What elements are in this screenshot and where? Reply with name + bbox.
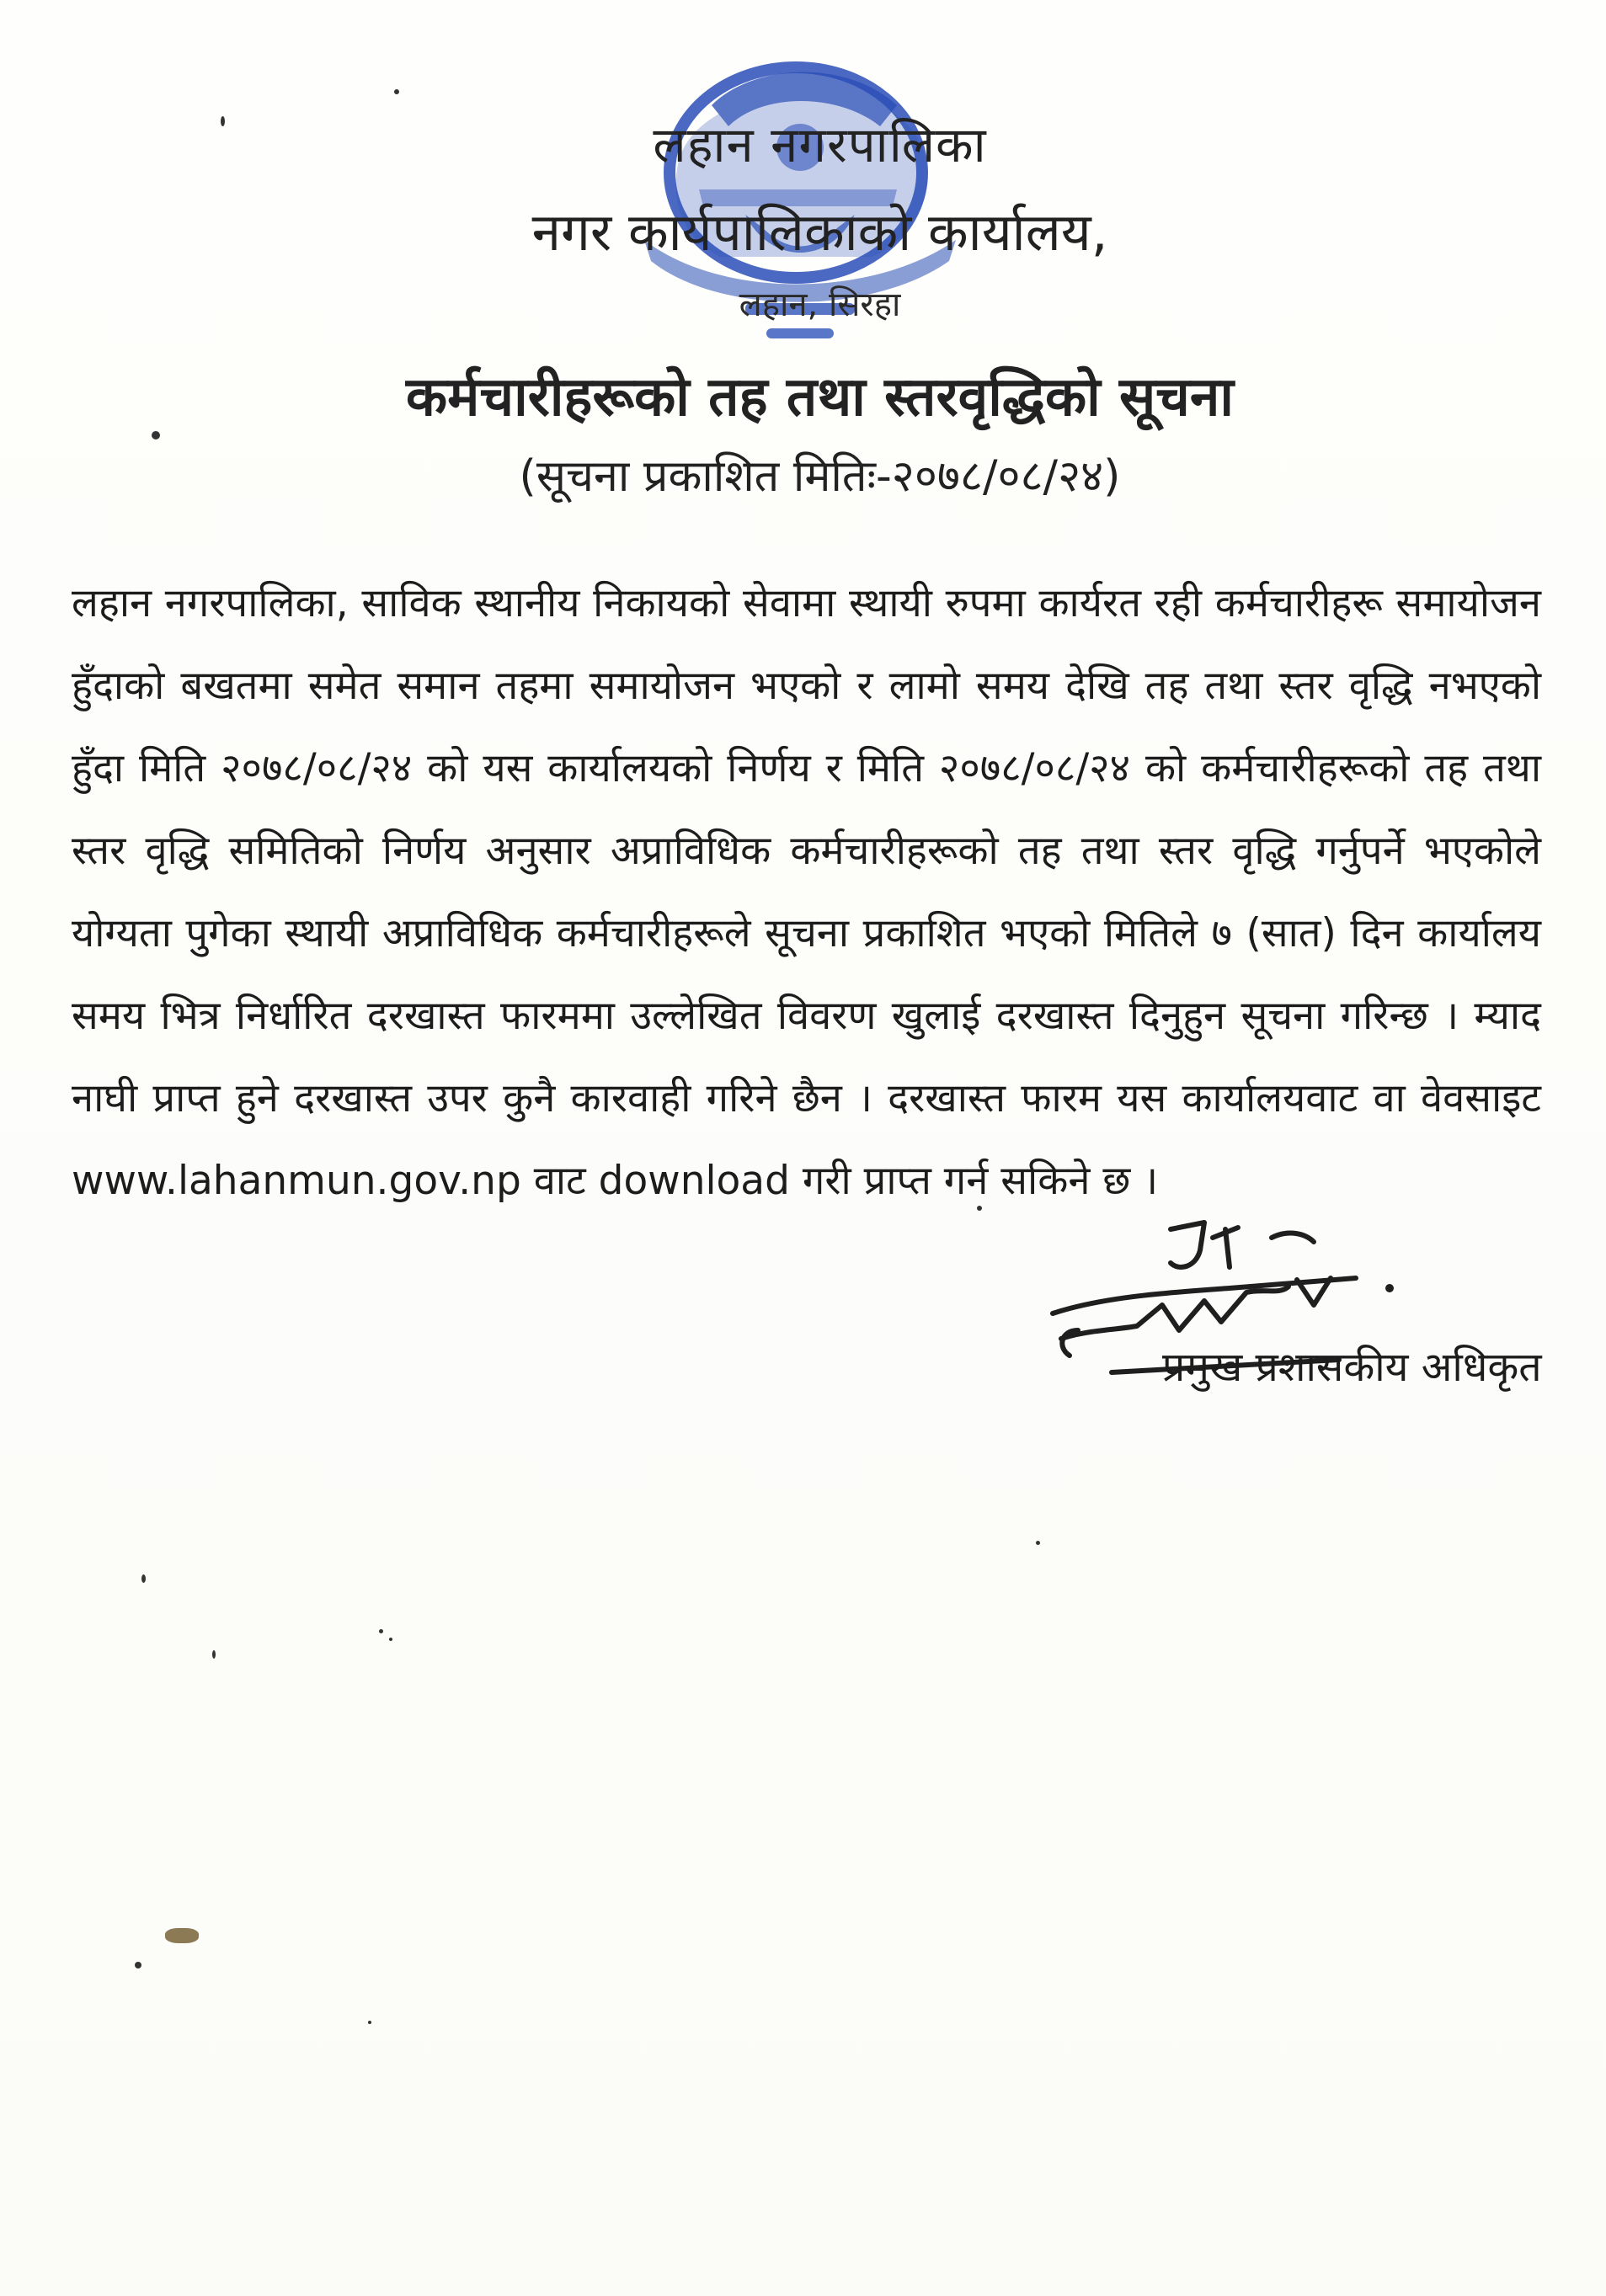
office-name: नगर कार्यपालिकाको कार्यालय,: [531, 201, 1108, 263]
scan-speck: [368, 2021, 371, 2024]
scan-speck: [221, 116, 225, 126]
scan-speck: [152, 431, 160, 439]
scan-speck: [379, 1629, 383, 1633]
scan-speck: [212, 1650, 216, 1659]
notice-publish-date: (सूचना प्रकाशित मितिः-२०७८/०८/२४): [519, 451, 1121, 502]
scan-speck: [394, 89, 399, 94]
scan-speck: [977, 1206, 982, 1211]
scan-speck: [389, 1638, 392, 1641]
notice-title: कर्मचारीहरूको तह तथा स्तरवृद्धिको सूचना: [406, 366, 1234, 429]
office-place: लहान, सिरहा: [739, 285, 901, 324]
org-name: लहान नगरपालिका: [653, 116, 987, 173]
scan-speck: [1036, 1541, 1040, 1545]
scan-speck: [165, 1928, 199, 1943]
scan-speck: [141, 1574, 146, 1583]
notice-body-paragraph: लहान नगरपालिका, साविक स्थानीय निकायको सेवामा स्थायी रुपमा कार्यरत रही कर्मचारीहरू समायोजन हुँदाको बखतमा समेत समान तहमा समायोजन भएको र लामो समय देखि तह तथा स्तर वृद्धि नभएको हुँदा मिति २०७८/०८/२४ को यस कार्यालयको निर्णय र मिति २०७८/०८/२४ को कर्मचारीहरूको तह तथा स्तर वृद्धि समितिको निर्णय अनुसार अप्राविधिक कर्मचारीहरूको तह तथा स्तर वृद्धि गर्नुपर्ने भएकोले योग्यता पुगेका स्थायी अप्राविधिक कर्मचारीहरूले सूचना प्रकाशित भएको मितिले ७ (सात) दिन कार्यालय समय भित्र निर्धारित दरखास्त फारममा उल्लेखित विवरण खुलाई दरखास्त दिनुहुन सूचना गरिन्छ । म्याद नाघी प्राप्त हुने दरखास्त उपर कुनै कारवाही गरिने छैन । दरखास्त फारम यस कार्यालयवाट वा वेवसाइट www.lahanmun.gov.np वाट download गरी प्राप्त गर्न सकिने छ ।: [72, 580, 1541, 1204]
scan-speck: [135, 1962, 141, 1968]
signatory-title: प्रमुख प्रशासकीय अधिकृत: [1162, 1344, 1542, 1391]
